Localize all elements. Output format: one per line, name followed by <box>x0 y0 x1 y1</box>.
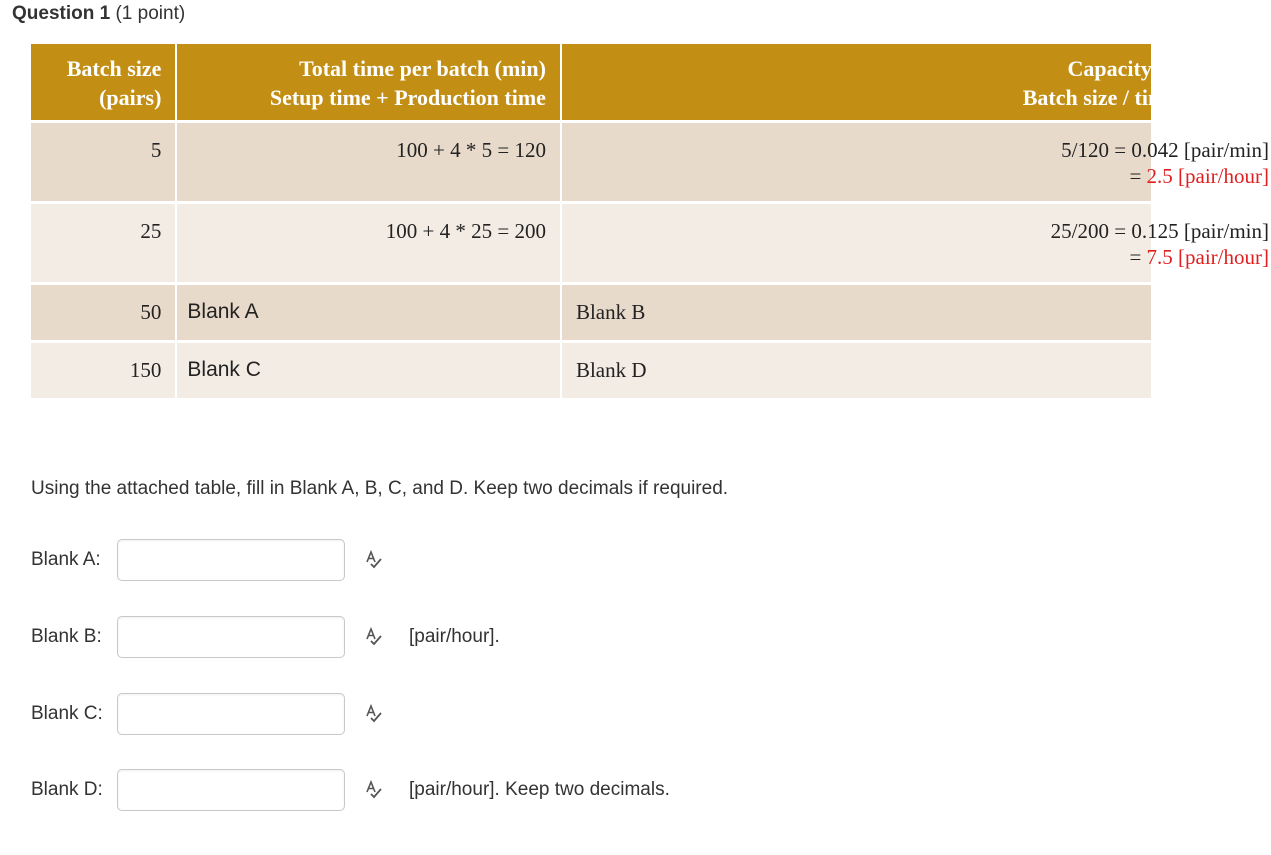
capacity-line2 <box>572 163 1269 189</box>
header-batch-size <box>31 44 176 122</box>
cell-batch: 150 <box>31 342 176 399</box>
question-header <box>12 3 185 25</box>
cell-blank-a: Blank A <box>176 284 561 342</box>
table-row <box>31 122 1151 203</box>
cell-capacity <box>561 203 1269 284</box>
cell-blank-b: Blank B <box>561 284 1151 342</box>
header-capacity <box>561 44 1271 122</box>
blank-a-label: Blank A: <box>31 549 101 570</box>
blank-d-suffix: [pair/hour]. Keep two decimals. <box>409 779 670 800</box>
table-header-row <box>31 44 1151 122</box>
table-row <box>31 284 1151 342</box>
capacity-line1: 5/120 = 0.042 [pair/min] <box>1061 138 1269 162</box>
blank-b-input[interactable] <box>117 616 345 658</box>
cell-batch: 25 <box>31 203 176 284</box>
cell-capacity <box>561 122 1269 203</box>
capacity-result: 7.5 [pair/hour] <box>1146 245 1269 269</box>
header-batch-size-line1: Batch size <box>66 56 162 81</box>
cell-time: 100 + 4 * 5 = 120 <box>176 122 561 203</box>
spell-check-icon[interactable] <box>363 626 385 648</box>
cell-batch: 5 <box>31 122 176 203</box>
blank-b-suffix: [pair/hour]. <box>409 626 500 647</box>
header-batch-size-line2: (pairs) <box>99 85 162 110</box>
spell-check-icon[interactable] <box>363 703 385 725</box>
question-title: Question 1 <box>12 3 111 24</box>
blank-a-input[interactable] <box>117 539 345 581</box>
cell-blank-c: Blank C <box>176 342 561 399</box>
blank-b-label: Blank B: <box>31 626 102 647</box>
header-total-time-line1: Total time per batch (min) <box>299 56 546 81</box>
cell-blank-d: Blank D <box>561 342 1151 399</box>
header-total-time <box>176 44 561 122</box>
question-prompt: Using the attached table, fill in Blank A, B, C, and D. Keep two decimals if required. <box>31 478 729 499</box>
capacity-prefix: = <box>1129 164 1147 188</box>
blank-c-input[interactable] <box>117 693 345 735</box>
blank-d-input[interactable] <box>117 769 345 811</box>
header-capacity-line1: Capacity (pairs/hour) <box>1067 56 1271 81</box>
spell-check-icon[interactable] <box>363 779 385 801</box>
cell-batch: 50 <box>31 284 176 342</box>
data-table <box>31 44 1271 398</box>
header-total-time-line2: Setup time + Production time <box>269 85 546 110</box>
blank-c-label: Blank C: <box>31 703 103 724</box>
capacity-prefix: = <box>1129 245 1147 269</box>
spell-check-icon[interactable] <box>363 549 385 571</box>
blank-a-row <box>31 537 409 583</box>
capacity-result: 2.5 [pair/hour] <box>1146 164 1269 188</box>
table-row <box>31 203 1151 284</box>
data-table-image <box>31 44 1271 397</box>
blank-b-row <box>31 614 500 660</box>
capacity-line2 <box>572 244 1269 270</box>
table-row <box>31 342 1151 399</box>
cell-time: 100 + 4 * 25 = 200 <box>176 203 561 284</box>
blank-d-row <box>31 767 670 813</box>
blank-c-row <box>31 691 409 737</box>
blank-d-label: Blank D: <box>31 779 103 800</box>
header-capacity-line2: Batch size / time per batch <box>1022 85 1271 110</box>
question-points: (1 point) <box>115 3 186 24</box>
capacity-line1: 25/200 = 0.125 [pair/min] <box>1050 219 1269 243</box>
